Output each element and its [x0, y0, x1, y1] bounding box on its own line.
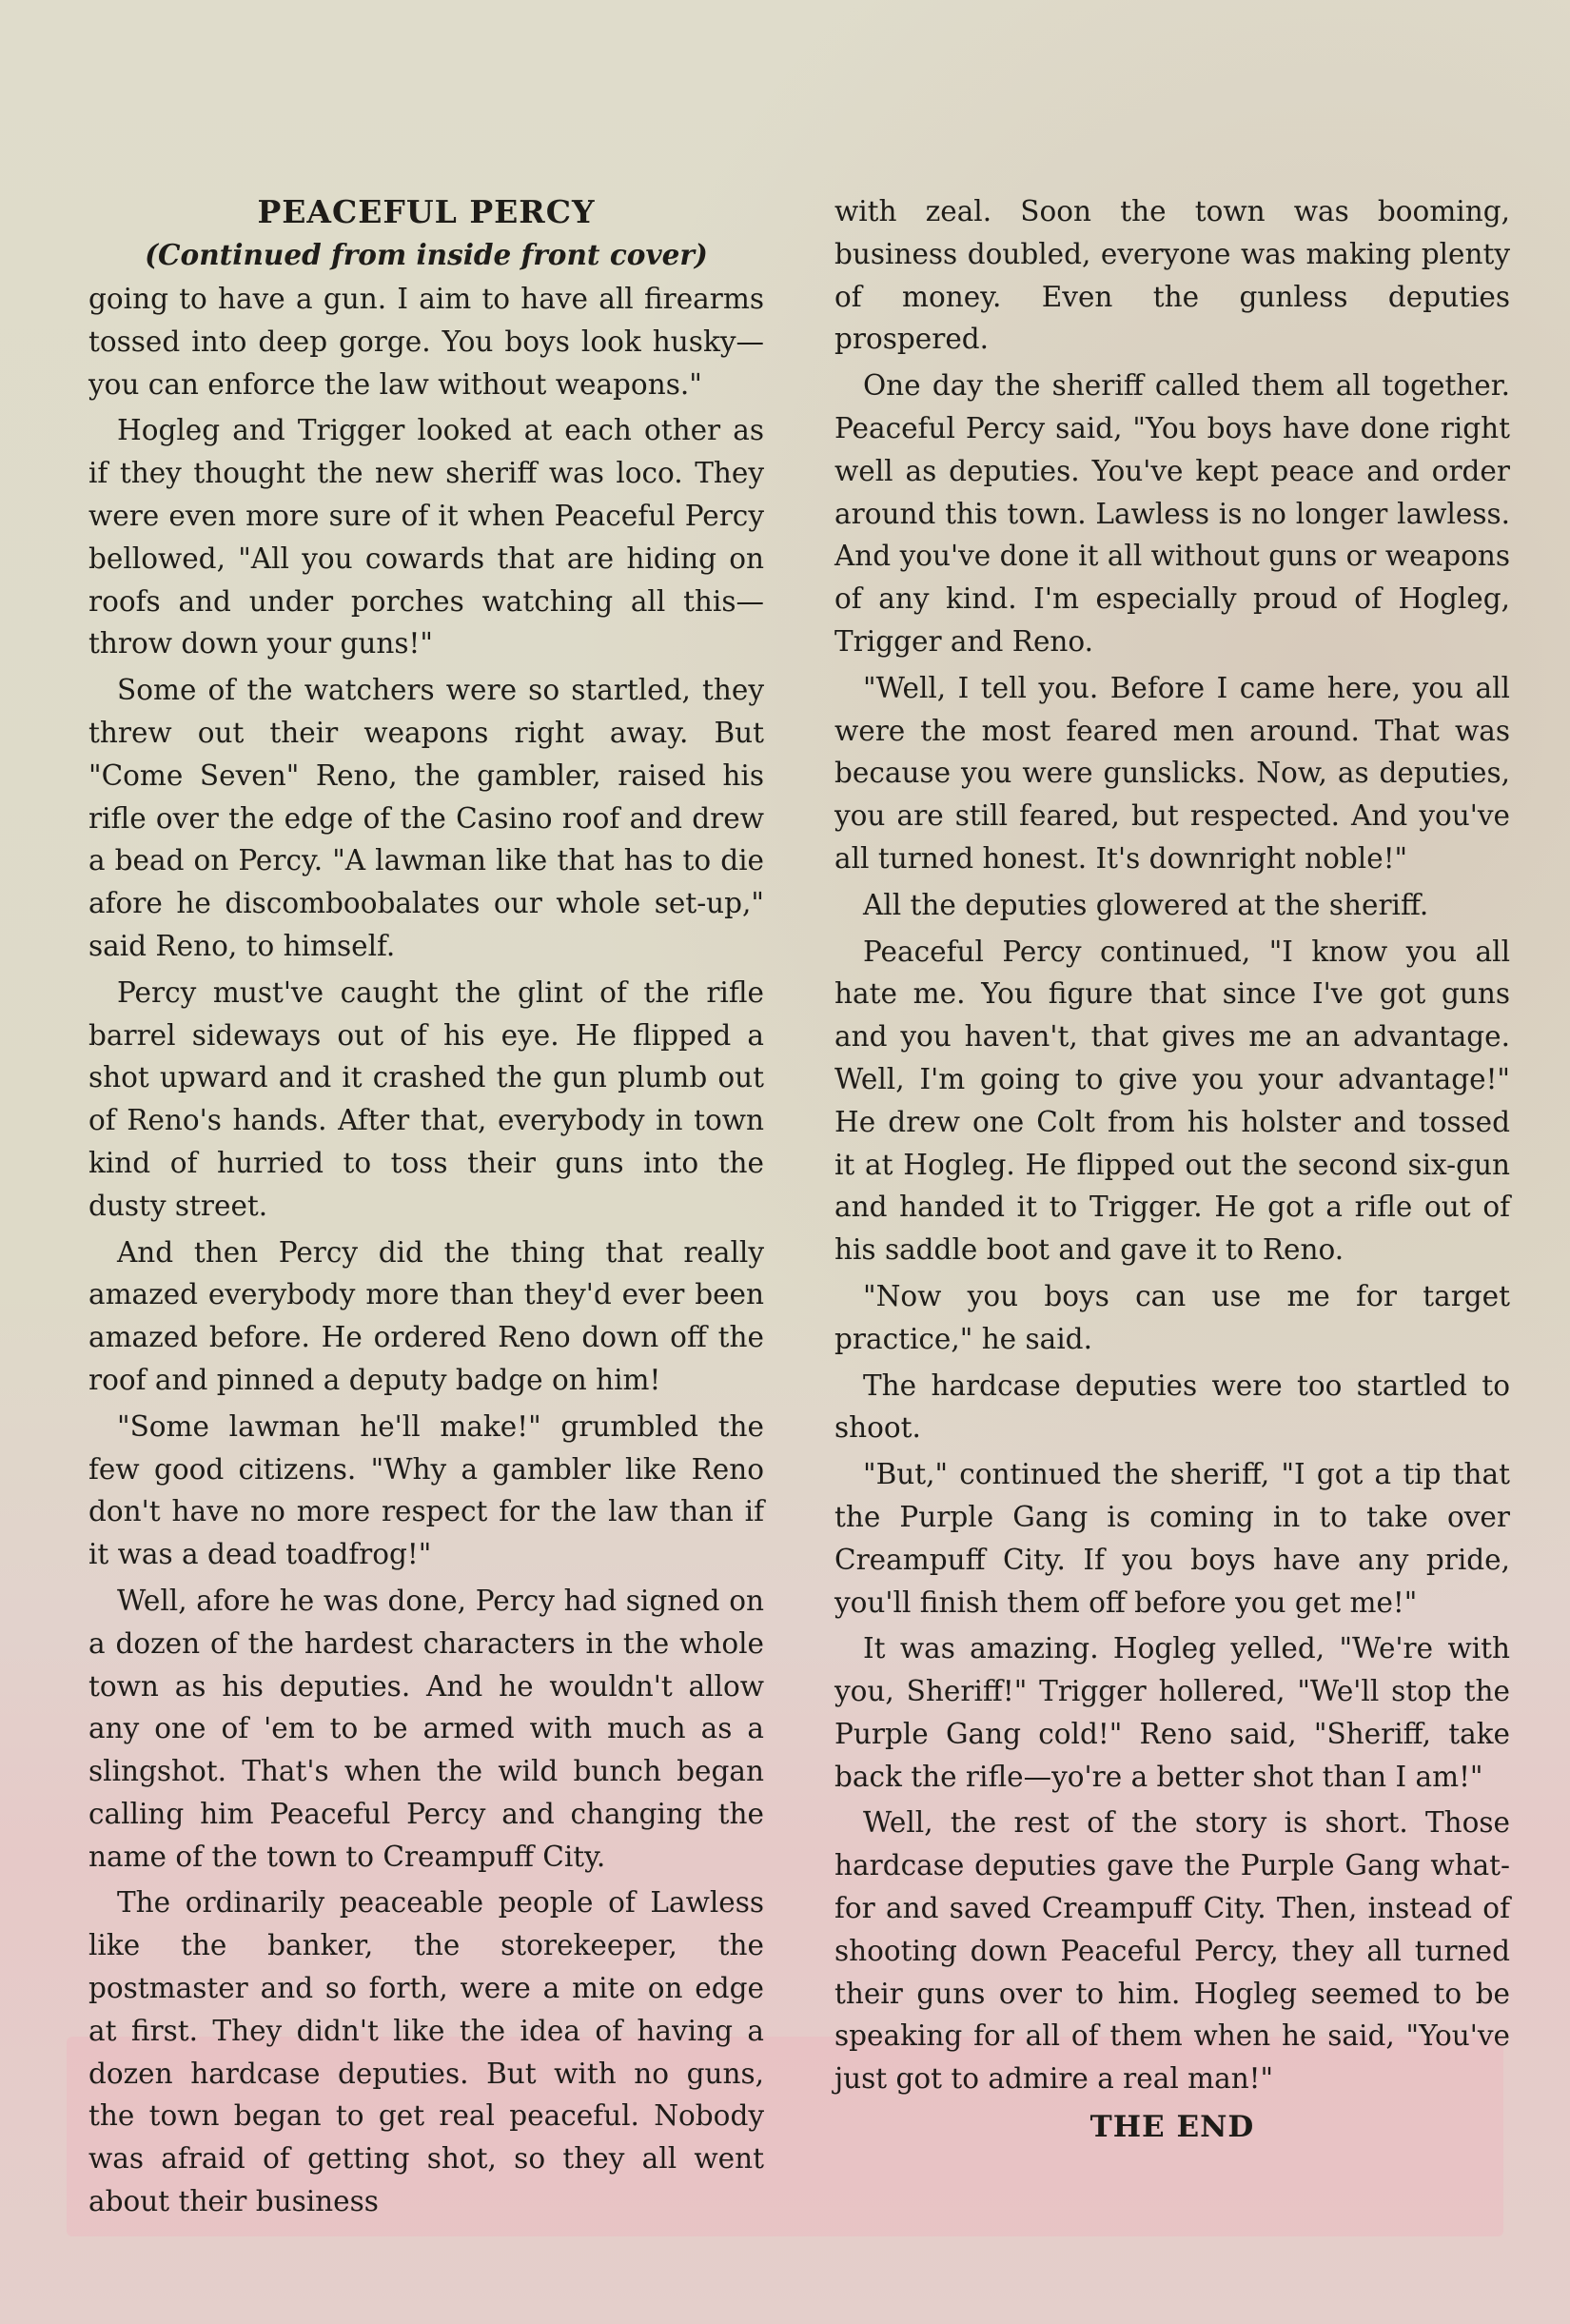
- paragraph: All the deputies glowered at the sheriff.: [863, 888, 1429, 921]
- right-column: [834, 190, 1510, 2178]
- paragraph: going to have a gun. I aim to have all firearms tossed into deep gorge. You boys look husky—you can enforce the law without weapons.": [88, 283, 764, 401]
- paragraph: "But," continued the sheriff, "I got a tip that the Purple Gang is coming in to take over Creampuff City. If you boys have any pride, you'll finish them off before you get me!": [834, 1458, 1510, 1619]
- left-column: [88, 190, 764, 2227]
- paragraph: Peaceful Percy continued, "I know you all hate me. You figure that since I've got guns and you haven't, that gives me an advantage. Well, I'm going to give you your advantage!" He drew one Colt from his holster and tossed it at Hogleg. He flipped out the second six-gun and handed it to Trigger. He got a rifle out of his saddle boot and gave it to Reno.: [834, 935, 1510, 1267]
- paragraph: Well, afore he was done, Percy had signed on a dozen of the hardest characters in the whole town as his deputies. And he wouldn't allow any one of 'em to be armed with much as a slingshot. That's when the wild bunch began calling him Peaceful Percy and changing the name of the town to Creampuff City.: [88, 1584, 764, 1873]
- paragraph: "Some lawman he'll make!" grumbled the few good citizens. "Why a gambler like Reno don't have no more respect for the law than if it was a dead toadfrog!": [88, 1409, 764, 1571]
- paragraph: Well, the rest of the story is short. Those hardcase deputies gave the Purple Gang what-for and saved Creampuff City. Then, instead of shooting down Peaceful Percy, they all turned their guns over to him. Hogleg seemed to be speaking for all of them when he said, "You've just got to admire a real man!": [834, 1806, 1510, 2096]
- paragraph: with zeal. Soon the town was booming, business doubled, everyone was making plenty of money. Even the gunless deputies prospered.: [834, 195, 1510, 356]
- paragraph: "Now you boys can use me for target practice," he said.: [834, 1279, 1510, 1355]
- paragraph: Percy must've caught the glint of the rifle barrel sideways out of his eye. He flipped a shot upward and it crashed the gun plumb out of Reno's hands. After that, everybody in town kind of hurried to toss their guns into the dusty street.: [88, 975, 764, 1222]
- paragraph: One day the sheriff called them all together. Peaceful Percy said, "You boys have done right well as deputies. You've kept peace and order around this town. Lawless is no longer lawless. And you've done it all without guns or weapons of any kind. I'm especially proud of Hogleg, Trigger and Reno.: [834, 369, 1510, 658]
- paragraph: Some of the watchers were so startled, they threw out their weapons right away. But "Come Seven" Reno, the gambler, raised his rifle over the edge of the Casino roof and drew a bead on Percy. "A lawman like that has to die afore he discomboobalates our whole set-up," said Reno, to himself.: [88, 674, 764, 962]
- paragraph: The hardcase deputies were too startled to shoot.: [834, 1369, 1510, 1445]
- paragraph: And then Percy did the thing that really amazed everybody more than they'd ever been amazed before. He ordered Reno down off the roof and pinned a deputy badge on him!: [88, 1235, 764, 1396]
- the-end-label: THE END: [1089, 2110, 1255, 2145]
- paragraph: "Well, I tell you. Before I came here, you all were the most feared men around. That was because you were gunslicks. Now, as deputies, you are still feared, but respected. And you've all turned honest. It's downright noble!": [834, 671, 1510, 875]
- story-subtitle: (Continued from inside front cover): [145, 238, 708, 271]
- story-title: PEACEFUL PERCY: [257, 193, 596, 230]
- paragraph: It was amazing. Hogleg yelled, "We're with you, Sheriff!" Trigger hollered, "We'll stop the Purple Gang cold!" Reno said, "Sheriff, take back the rifle—yo're a better shot than I am!": [834, 1632, 1510, 1793]
- paragraph: Hogleg and Trigger looked at each other as if they thought the new sheriff was loco. They were even more sure of it when Peaceful Percy bellowed, "All you cowards that are hiding on roofs and under porches watching all this—throw down your guns!": [88, 414, 764, 660]
- paragraph: The ordinarily peaceable people of Lawless like the banker, the storekeeper, the postmaster and so forth, were a mite on edge at first. They didn't like the idea of having a dozen hardcase deputies. But with no guns, the town began to get real peaceful. Nobody was afraid of getting shot, so they all went about their business: [88, 1886, 764, 2218]
